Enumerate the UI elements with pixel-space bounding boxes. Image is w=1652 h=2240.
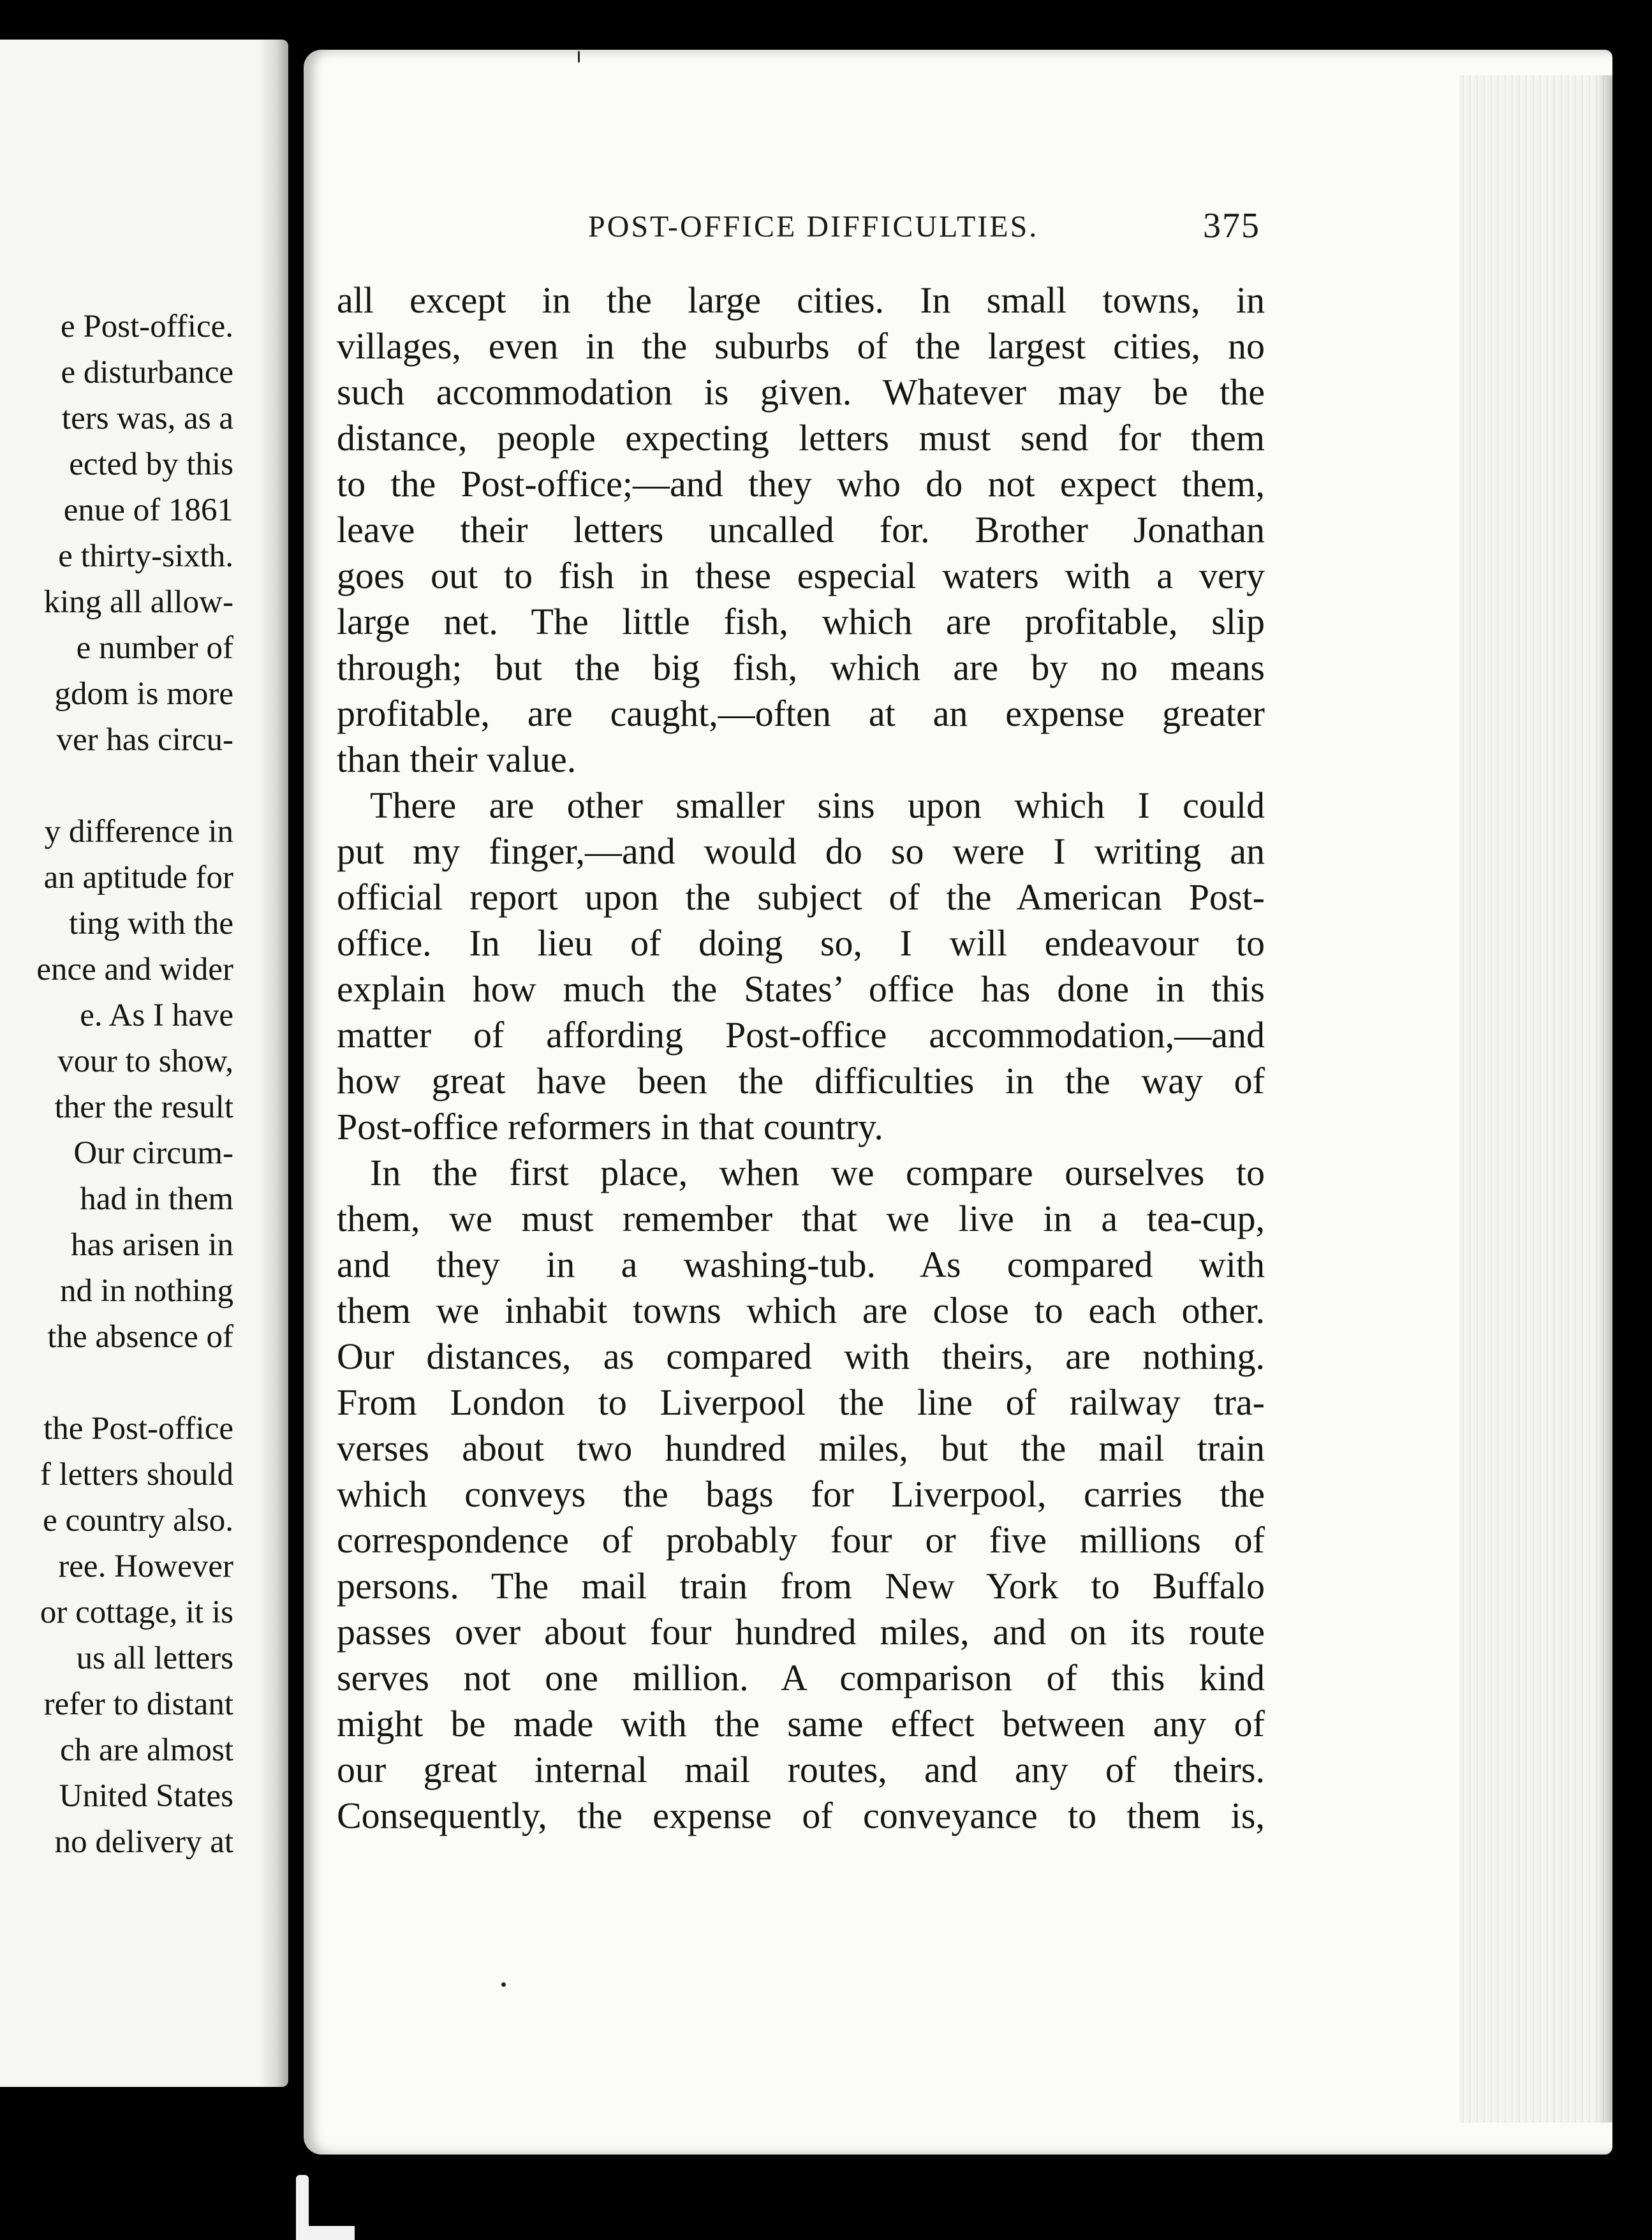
facing-line: gdom is more [54, 676, 233, 712]
facing-line: e. As I have [80, 998, 233, 1033]
text-line: through; but the big fish, which are by no means [337, 647, 1265, 688]
text-line: verses about two hundred miles, but the mail train [337, 1427, 1265, 1469]
text-line: correspondence of probably four or five millions of [337, 1519, 1265, 1561]
facing-line: e number of [76, 630, 233, 666]
page-number: 375 [1203, 206, 1260, 246]
text-line: profitable, are caught,—often at an expense greater [337, 693, 1265, 734]
text-line: From London to Liverpool the line of railway tra- [337, 1382, 1265, 1423]
facing-line: has arisen in [71, 1227, 233, 1263]
text-line: villages, even in the suburbs of the largest cities, no [337, 325, 1265, 367]
facing-line: ence and wider [36, 952, 233, 987]
text-line: matter of affording Post-office accommodation,—and [337, 1014, 1265, 1056]
ink-speck [501, 1982, 506, 1987]
facing-line: ther the result [54, 1089, 233, 1125]
facing-line: e country also. [43, 1503, 233, 1538]
paragraph-first-line: There are other smaller sins upon which I could [370, 785, 1265, 826]
facing-line: ected by this [69, 446, 233, 482]
text-line: such accommodation is given. Whatever may be the [337, 371, 1265, 413]
text-line: persons. The mail train from New York to Buffalo [337, 1565, 1265, 1607]
facing-line: ch are almost [60, 1732, 233, 1768]
text-line: Consequently, the expense of conveyance to them is, [337, 1795, 1265, 1836]
facing-line: king all allow- [43, 584, 233, 620]
paragraph-first-line: In the first place, when we compare ourselves to [370, 1152, 1265, 1193]
text-line: to the Post-office;—and they who do not expect them, [337, 463, 1265, 505]
text-line: than their value. [337, 739, 577, 780]
facing-line: nd in nothing [59, 1273, 233, 1309]
text-line: explain how much the States’ office has done in this [337, 968, 1265, 1010]
text-line: our great internal mail routes, and any of theirs. [337, 1749, 1265, 1790]
text-line: passes over about four hundred miles, and on its route [337, 1611, 1265, 1653]
text-line: goes out to fish in these especial waters with a very [337, 555, 1265, 596]
page-edges [1459, 75, 1612, 2123]
gutter-shadow [259, 40, 288, 2087]
facing-line: us all letters [76, 1640, 233, 1676]
text-line: leave their letters uncalled for. Brother Jonathan [337, 509, 1265, 550]
facing-line: ver has circu- [56, 722, 233, 758]
ink-speck [578, 51, 580, 63]
running-head: POST-OFFICE DIFFICULTIES. [588, 210, 1039, 244]
facing-line: the absence of [47, 1319, 233, 1355]
text-line: put my finger,—and would do so were I writing an [337, 830, 1265, 872]
text-line: office. In lieu of doing so, I will endeavour to [337, 922, 1265, 964]
text-line: Post-office reformers in that country. [337, 1106, 883, 1147]
facing-line: United States [59, 1778, 233, 1814]
facing-line: e disturbance [61, 355, 233, 390]
facing-line: the Post-office [43, 1411, 233, 1447]
text-line: all except in the large cities. In small towns, in [337, 279, 1265, 321]
facing-line: Our circum- [73, 1135, 233, 1171]
facing-line: ting with the [69, 906, 233, 941]
facing-line: vour to show, [57, 1043, 233, 1079]
facing-line: e thirty-sixth. [58, 538, 233, 574]
text-line: official report upon the subject of the American Post- [337, 876, 1265, 918]
facing-line: ters was, as a [61, 401, 233, 436]
text-line: might be made with the same effect between any of [337, 1703, 1265, 1744]
text-line: them, we must remember that we live in a tea-cup, [337, 1198, 1265, 1239]
facing-line: y difference in [44, 814, 233, 850]
facing-line: an aptitude for [43, 860, 233, 895]
text-line: them we inhabit towns which are close to each other. [337, 1290, 1265, 1331]
text-line: large net. The little fish, which are profitable, slip [337, 601, 1265, 642]
facing-line: refer to distant [43, 1686, 233, 1722]
facing-line: or cottage, it is [40, 1595, 233, 1630]
facing-line: enue of 1861 [63, 492, 233, 528]
facing-line: no delivery at [54, 1824, 233, 1860]
text-line: Our distances, as compared with theirs, are nothing. [337, 1336, 1265, 1377]
facing-line: ree. However [58, 1549, 233, 1584]
text-line: how great have been the difficulties in the way of [337, 1060, 1265, 1102]
facing-line: had in them [80, 1181, 233, 1217]
text-line: and they in a washing-tub. As compared with [337, 1244, 1265, 1285]
text-line: serves not one million. A comparison of this kind [337, 1657, 1265, 1698]
page-tab-mark [296, 2175, 309, 2240]
facing-page [0, 40, 288, 2087]
facing-line: e Post-office. [61, 309, 233, 344]
text-line: which conveys the bags for Liverpool, carries the [337, 1473, 1265, 1515]
facing-line: f letters should [40, 1457, 233, 1492]
text-line: distance, people expecting letters must send for them [337, 417, 1265, 459]
